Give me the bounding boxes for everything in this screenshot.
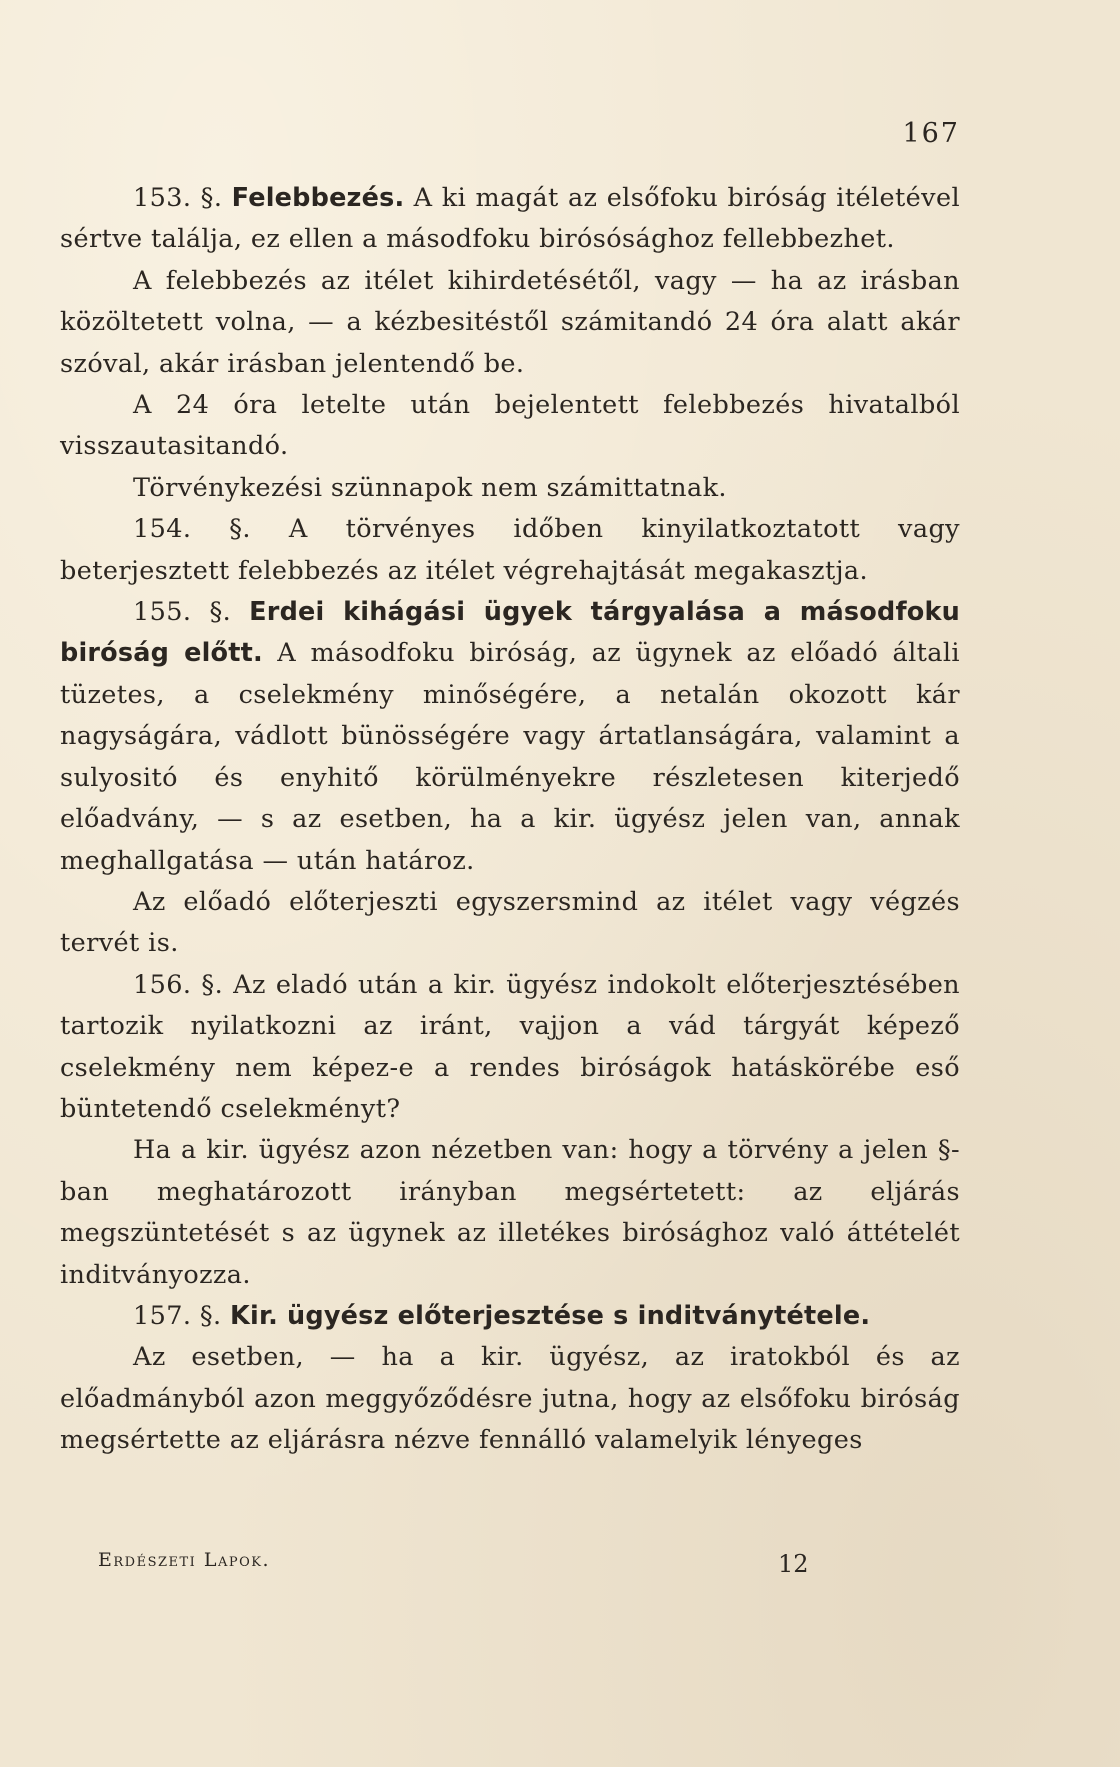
paragraph-section-153 xyxy=(60,178,960,261)
paragraph xyxy=(60,1337,960,1461)
section-title: Felebbezés. xyxy=(231,183,405,213)
paragraph-text: Az esetben, — ha a kir. ügyész, az iratokból és az előadmányból azon meggyőződésre jutna, hogy az elsőfoku biróság megsértette az eljárásra nézve fennálló valamelyik lényeges xyxy=(60,1342,960,1456)
paragraph-section-157 xyxy=(60,1296,960,1337)
paragraph-section-154 xyxy=(60,509,960,592)
section-number: 155. §. xyxy=(133,597,250,628)
paragraph xyxy=(60,385,960,468)
paragraph-text: A törvényes időben kinyilatkoztatott vagy beterjesztett felebbezés az itélet végrehajtását megakasztja. xyxy=(60,514,960,586)
section-number: 154. §. xyxy=(133,514,289,545)
page-number: 167 xyxy=(902,118,960,149)
paragraph-text: Az eladó után a kir. ügyész indokolt előterjesztésében tartozik nyilatkozni az iránt, vajjon a vád tárgyát képező cselekmény nem képez-e a rendes biróságok hatáskörébe eső büntetendő cselekményt? xyxy=(60,969,961,1124)
paragraph-text: Ha a kir. ügyész azon nézetben van: hogy a törvény a jelen §-ban meghatározott irányban megsértetett: az eljárás megszüntetését s az ügynek az illetékes birósághoz való áttételét inditványozza. xyxy=(60,1135,960,1290)
paragraph-section-156 xyxy=(60,965,960,1131)
paragraph-text: A 24 óra letelte után bejelentett felebbezés hivatalból visszautasitandó. xyxy=(60,390,960,462)
paragraph-text: Az előadó előterjeszti egyszersmind az itélet vagy végzés tervét is. xyxy=(60,886,960,959)
section-title: Erdei kihágási ügyek tárgyalása a másodfoku biróság előtt. xyxy=(60,597,961,669)
section-number: 156. §. xyxy=(133,969,234,1000)
paragraph-section-155 xyxy=(60,592,960,882)
section-number: 153. §. xyxy=(133,183,232,213)
body-text xyxy=(60,178,960,1462)
paragraph-text: A ki magát az elsőfoku biróság itéletével sértve találja, ez ellen a másodfoku birósósághoz fellebbezhet. xyxy=(60,183,960,255)
sheet-signature: 12 xyxy=(778,1550,809,1578)
paragraph xyxy=(60,1130,960,1296)
section-number: 157. §. xyxy=(133,1300,231,1331)
paragraph xyxy=(60,261,960,385)
paragraph xyxy=(60,468,960,509)
paragraph-text: Törvénykezési szünnapok nem számittatnak. xyxy=(133,472,727,503)
paragraph xyxy=(60,882,960,965)
paragraph-text: A másodfoku biróság, az ügynek az előadó általi tüzetes, a cselekmény minőségére, a netalán okozott kár nagyságára, vádlott bünösségére vagy ártatlanságára, valamint a sulyositó és enyhitő körülményekre részletesen kiterjedő előadvány, — s az esetben, ha a kir. ügyész jelen van, annak meghallgatása — után határoz. xyxy=(60,638,960,876)
paragraph-text: A felebbezés az itélet kihirdetésétől, vagy — ha az irásban közöltetett volna, — a kézbesitéstől számitandó 24 óra alatt akár szóval, akár irásban jelentendő be. xyxy=(60,265,960,379)
section-title: Kir. ügyész előterjesztése s inditványtétele. xyxy=(230,1300,871,1331)
footer-source: Erdészeti Lapok. xyxy=(98,1549,271,1571)
